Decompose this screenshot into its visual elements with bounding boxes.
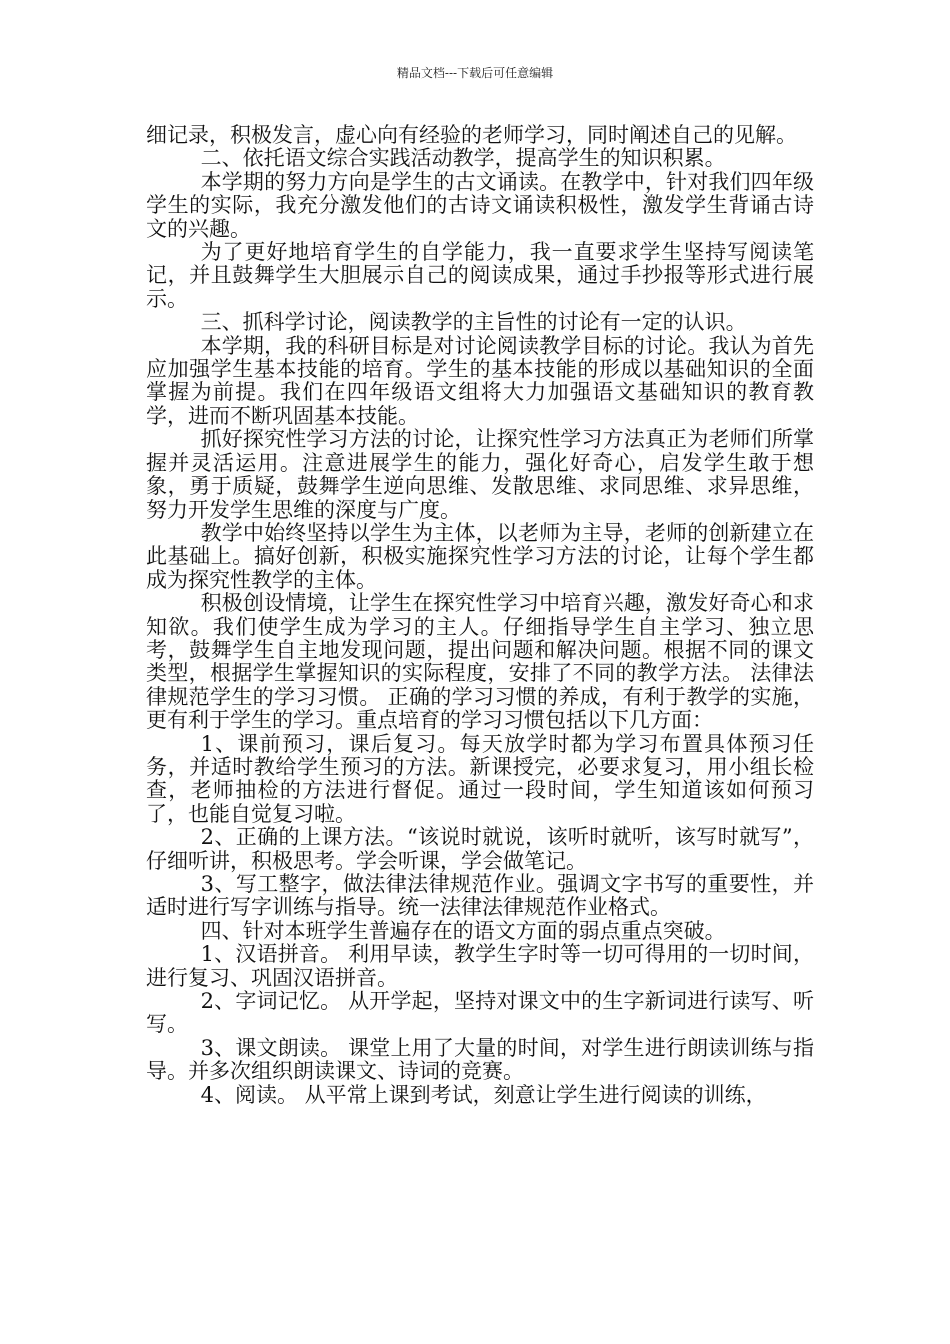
list-item: 1、课前预习，课后复习。每天放学时都为学习布置具体预习任务，并适时教给学生预习的方法。新课授完，必要求复习，用小组长检查，老师抽检的方法进行督促。通过一段时间，学生知道该如何预习了，也能自觉复习啦。 bbox=[146, 731, 814, 826]
paragraph: 本学期的努力方向是学生的古文诵读。在教学中，针对我们四年级学生的实际，我充分激发他们的古诗文诵读积极性，激发学生背诵古诗文的兴趣。 bbox=[146, 169, 814, 241]
list-item: 2、正确的上课方法。“该说时就说，该听时就听，该写时就写”，仔细听讲，积极思考。学会听课，学会做笔记。 bbox=[146, 825, 814, 873]
paragraph: 积极创设情境，让学生在探究性学习中培育兴趣，激发好奇心和求知欲。我们使学生成为学习的主人。仔细指导学生自主学习、独立思考，鼓舞学生自主地发现问题，提出问题和解决问题。根据不同的课文类型，根据学生掌握知识的实际程度，安排了不同的教学方法。 法律法律规范学生的学习习惯。 正确的学习习惯的养成，有利于教学的实施，更有利于学生的学习。重点培育的学习习惯包括以下几方面： bbox=[146, 591, 814, 733]
list-item: 4、阅读。 从平常上课到考试，刻意让学生进行阅读的训练， bbox=[200, 1082, 767, 1107]
paragraph: 本学期，我的科研目标是对讨论阅读教学目标的讨论。我认为首先应加强学生基本技能的培育。学生的基本技能的形成以基础知识的全面掌握为前提。我们在四年级语文组将大力加强语文基础知识的教育教学，进而不断巩固基本技能。 bbox=[146, 333, 814, 428]
paragraph: 细记录，积极发言，虚心向有经验的老师学习，同时阐述自己的见解。 bbox=[146, 123, 797, 147]
section-heading: 三、抓科学讨论，阅读教学的主旨性的讨论有一定的认识。 bbox=[200, 310, 747, 335]
list-item: 3、写工整字，做法律法律规范作业。强调文字书写的重要性，并适时进行写字训练与指导。统一法律法律规范作业格式。 bbox=[146, 872, 814, 920]
list-item: 1、汉语拼音。 利用早读，教学生字时等一切可得用的一切时间，进行复习、巩固汉语拼音。 bbox=[146, 942, 814, 990]
document-body bbox=[146, 124, 814, 1107]
list-item: 2、字词记忆。 从开学起，坚持对课文中的生字新词进行读写、听写。 bbox=[146, 989, 814, 1037]
paragraph: 抓好探究性学习方法的讨论，让探究性学习方法真正为老师们所掌握并灵活运用。注意进展学生的能力，强化好奇心，启发学生敢于想象，勇于质疑，鼓舞学生逆向思维、发散思维、求同思维、求异思维，努力开发学生思维的深度与广度。 bbox=[146, 427, 814, 522]
section-heading: 二、依托语文综合实践活动教学，提高学生的知识积累。 bbox=[200, 146, 726, 171]
section-heading: 四、针对本班学生普遍存在的语文方面的弱点重点突破。 bbox=[200, 918, 726, 943]
list-item: 3、课文朗读。 课堂上用了大量的时间，对学生进行朗读训练与指导。并多次组织朗读课文、诗词的竞赛。 bbox=[146, 1035, 814, 1084]
paragraph: 教学中始终坚持以学生为主体，以老师为主导，老师的创新建立在此基础上。搞好创新，积极实施探究性学习方法的讨论，让每个学生都成为探究性教学的主体。 bbox=[146, 520, 814, 592]
paragraph: 为了更好地培育学生的自学能力，我一直要求学生坚持写阅读笔记，并且鼓舞学生大胆展示自己的阅读成果，通过手抄报等形式进行展示。 bbox=[146, 240, 814, 311]
page-header: 精品文档---下载后可任意编辑 bbox=[396, 66, 554, 80]
